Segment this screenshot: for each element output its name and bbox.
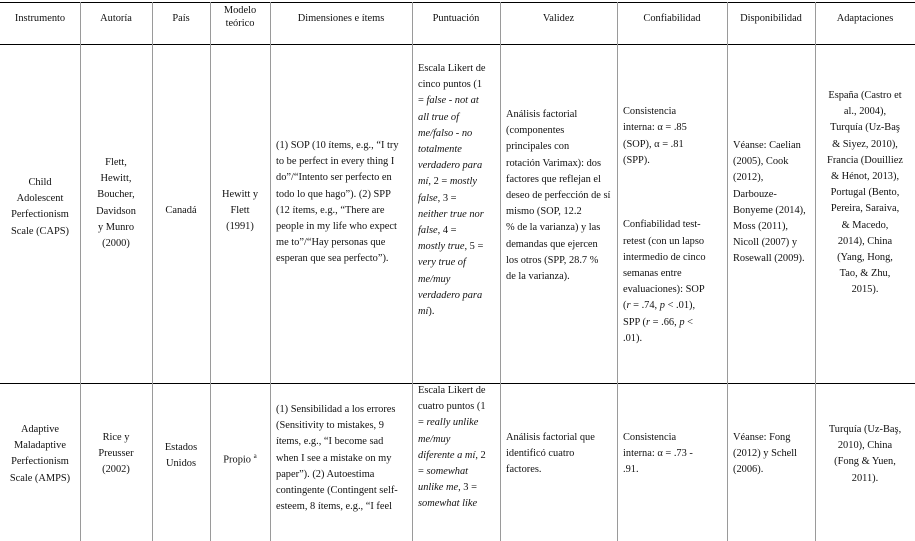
row2-disponibilidad: Véanse: Fong (2012) y Schell (2006). [733, 432, 798, 476]
row2-punt-f: somewhat like [418, 498, 478, 510]
row1-puntuacion [418, 61, 498, 320]
row1-conf-t5: < .01). [623, 316, 693, 344]
row1-punt-d: mostly false [418, 176, 477, 204]
header-instrumento: Instrumento [14, 13, 66, 24]
header-autoria: Autoría [100, 13, 132, 24]
col-separator [500, 2, 501, 541]
row1-punt-b: false - not at all true of me/falso - no totalmente verdadero para mí [418, 95, 483, 188]
row1-conf-t2: = .74, [630, 300, 660, 312]
row2-modelo-text: Propio [223, 454, 251, 466]
row1-instrumento: Child Adolescent Perfectionism Scale (CAPS) [10, 177, 69, 237]
row1-conf-test-retest [623, 217, 725, 347]
row1-punt-c: , 2 = [428, 176, 450, 188]
header-disponibilidad: Disponibilidad [740, 13, 802, 24]
col-separator [727, 2, 728, 541]
row2-modelo [210, 448, 270, 469]
header-adaptaciones: Adaptaciones [836, 13, 894, 24]
row1-conf-consistencia: Consistencia interna: α = .85 (SOP), α = .81 (SPP). [623, 106, 687, 166]
row1-disponibilidad: Véanse: Caelian (2005), Cook (2012), Darbouze- Bonyeme (2014), Moss (2011), Nicoll (2007) y Rosewall (2009). [733, 140, 806, 265]
header-pais: País [172, 13, 190, 24]
row2-autoria: Rice y Preusser (2002) [98, 432, 134, 476]
header-confiabilidad: Confiabilidad [643, 13, 701, 24]
row1-dimensiones: (1) SOP (10 ítems, e.g., “I try to be perfect in every thing I do”/“Intento ser perfecto en todo lo que hago”). (2) SPP (12 ítems, e.g., “There are people in my life who expect me to”/“Hay personas que esperan que sea perfecto”). [276, 140, 399, 265]
row1-punt-k: ). [428, 306, 435, 318]
row1-punt-g: , 4 = [437, 225, 457, 237]
col-separator [412, 2, 413, 541]
row1-punt-e: , 3 = [437, 192, 457, 204]
row1-conf-r2: r [646, 316, 651, 328]
row1-conf-p2: p [679, 316, 685, 328]
row1-conf-p: p [659, 300, 665, 312]
row1-conf-r: r [626, 300, 631, 312]
row1-punt-h: mostly true [418, 241, 465, 253]
row2-punt-d: somewhat unlike me [418, 466, 469, 494]
col-separator [617, 2, 618, 541]
row1-punt-f: neither true nor false [418, 208, 484, 237]
row2-instrumento: Adaptive Maladaptive Perfectionism Scale (AMPS) [9, 424, 71, 484]
row1-punt-i: , 5 = [464, 241, 484, 253]
row2-adaptaciones: Turquía (Uz-Baş, 2010), China (Fong & Yuen, 2011). [828, 424, 902, 484]
header-modelo [210, 4, 270, 30]
row1-validez: Análisis factorial (componentes principales con rotación Varimax): dos factores que reflejan el deseo de perfección de sí mismo (SOP, 12.2 % de la varianza) y las demandas que ejercen los otros (SPP, 28.7 % de la varianza). [506, 109, 611, 283]
row1-conf-t4: = .66, [650, 316, 680, 328]
row2-validez: Análisis factorial que identificó cuatro factores. [506, 432, 595, 476]
row2-punt-a: Escala Likert de cuatro puntos (1 = [418, 385, 486, 429]
row1-autoria: Flett, Hewitt, Boucher, Davidson y Munro (2000) [96, 157, 136, 250]
row1-modelo: Hewitt y Flett (1991) [221, 189, 259, 233]
row1-adaptaciones: España (Castro et al., 2004), Turquía (Uz-Baş & Siyez, 2010), Francia (Douilliez & Hénot, 2013), Portugal (Bento, Pereira, Saraiva, & Macedo, 2014), China (Yang, Hong, Tao, & Zhu, 2015). [827, 90, 903, 296]
row2-punt-e: , 3 = [458, 482, 477, 494]
header-puntuacion: Puntuación [432, 13, 480, 24]
row1-punt-a: Escala Likert de cinco puntos (1 = [418, 63, 486, 107]
row2-punt-c: , 2 = [418, 449, 486, 478]
header-dimensiones: Dimensiones e ítems [297, 13, 385, 24]
row2-pais: Estados Unidos [164, 442, 198, 470]
row2-punt-b: really unlike me/muy diferente a mí [418, 417, 479, 461]
header-top-rule [0, 2, 915, 3]
row2-modelo-footnote: a [253, 452, 257, 460]
row1-pais: Canadá [165, 205, 197, 216]
row1-punt-j: very true of me/muy verdadero para mí [418, 257, 483, 318]
col-separator [270, 2, 271, 541]
row2-dimensiones: (1) Sensibilidad a los errores (Sensitivity to mistakes, 9 ítems, e.g., “I become sad when I see a mistake on my paper”). (2) Autoestima contingente (Contingent self- esteem, 8 ítems, e.g., “I feel [276, 404, 398, 513]
row1-conf-t1: Confiabilidad test- retest (con un lapso intermedio de cinco semanas entre evaluaciones): SOP ( [623, 219, 706, 312]
row2-puntuacion [418, 383, 498, 513]
row1-confiabilidad [623, 88, 725, 363]
row1-conf-t3: < .01), SPP ( [623, 300, 696, 328]
header-validez: Validez [542, 13, 575, 24]
row2-confiabilidad: Consistencia interna: α = .73 - .91. [623, 432, 693, 476]
header-modelo-line2: teórico [225, 18, 255, 29]
header-modelo-line1: Modelo [223, 5, 257, 16]
header-bottom-rule [0, 44, 915, 45]
